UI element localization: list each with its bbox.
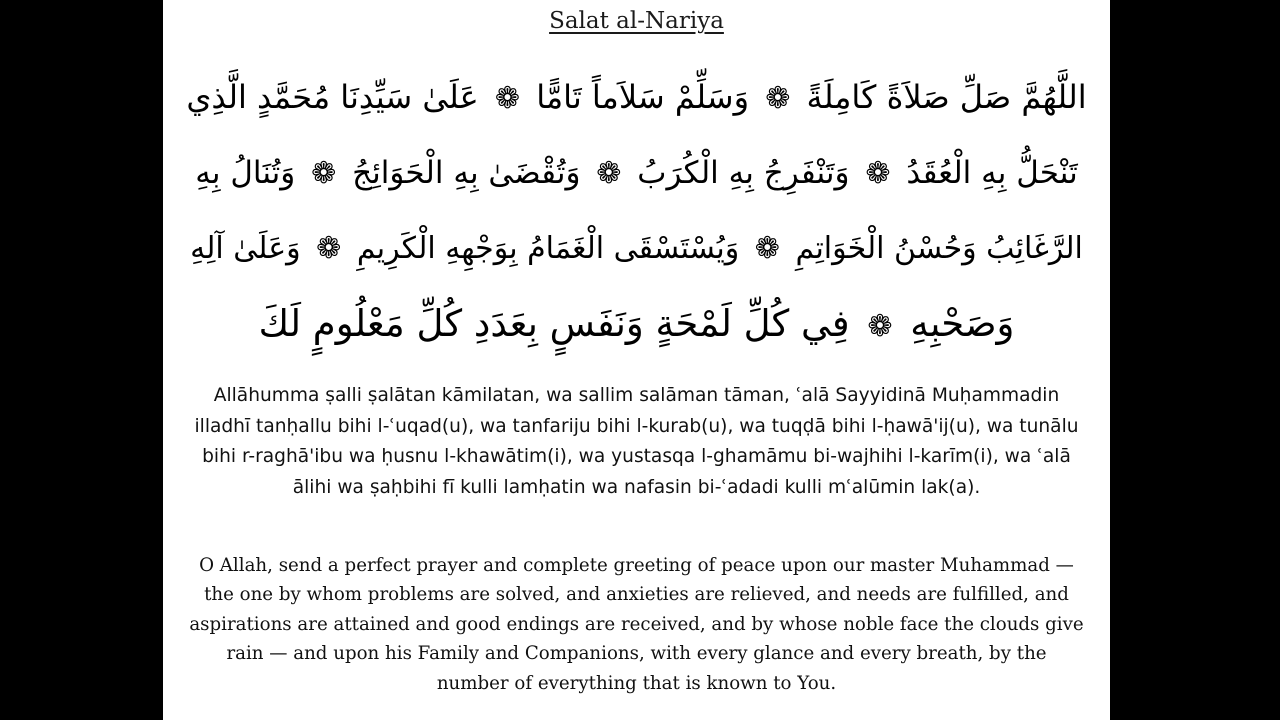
flower-separator-icon: ❁ [754, 231, 780, 266]
flower-separator-icon: ❁ [765, 81, 791, 116]
arabic-line [185, 136, 1088, 211]
transliteration-paragraph: Allāhumma ṣalli ṣalātan kāmilatan, wa sallim salāman tāman, ʿalā Sayyidinā Muḥammadin illadhī tanḥallu bihi l-ʿuqad(u), wa tanfariju bihi l-kurab(u), wa tuqḍā bihi l-ḥawā'ij(u), wa tunālu bihi r-raghā'ibu wa ḥusnu l-khawātim(i), wa yustasqa l-ghamāmu bi-wajhihi l-karīm(i), wa ʿalā ālihi wa ṣaḥbihi fī kulli lamḥatin wa nafasin bi-ʿadadi kulli mʿalūmin lak(a). [194, 385, 1079, 499]
arabic-segment: وَتُنَالُ بِهِ [195, 155, 296, 191]
flower-separator-icon: ❁ [316, 231, 342, 266]
arabic-segment: فِي كُلِّ لَمْحَةٍ وَنَفَسٍ بِعَدَدِ كُلِّ مَعْلُومٍ لَكَ [258, 302, 850, 345]
arabic-segment: تَنْحَلُّ بِهِ الْعُقَدُ [906, 155, 1078, 191]
arabic-segment: الرَّغَائِبُ وَحُسْنُ الْخَوَاتِمِ [795, 231, 1083, 266]
arabic-text-block [185, 60, 1088, 364]
arabic-segment: وَسَلِّمْ سَلاَماً تَامًّا [536, 78, 750, 116]
document-page [163, 0, 1110, 720]
translation-paragraph: O Allah, send a perfect prayer and complete greeting of peace upon our master Muhammad — the one by whom problems are solved, and anxieties are relieved, and needs are fulfilled, and aspirations are attained and good endings are received, and by whose noble face the clouds give rain — and upon his Family and Companions, with every glance and every breath, by the number of everything that is known to You. [189, 555, 1084, 694]
flower-separator-icon: ❁ [311, 156, 337, 191]
arabic-line [185, 211, 1088, 286]
flower-separator-icon: ❁ [596, 156, 622, 191]
arabic-segment: وَتَنْفَرِجُ بِهِ الْكُرَبُ [637, 155, 850, 191]
arabic-line [185, 286, 1088, 364]
arabic-segment: اللَّهُمَّ صَلِّ صَلاَةً كَامِلَةً [806, 78, 1087, 116]
page-title: Salat al-Nariya [549, 8, 724, 34]
flower-separator-icon: ❁ [867, 309, 893, 344]
arabic-segment: عَلَىٰ سَيِّدِنَا مُحَمَّدٍ الَّذِي [186, 78, 479, 116]
arabic-segment: وَعَلَىٰ آلِهِ [190, 231, 301, 266]
arabic-segment: وَصَحْبِهِ [910, 302, 1015, 345]
arabic-segment: وَيُسْتَسْقَى الْغَمَامُ بِوَجْهِهِ الْكَرِيمِ [356, 231, 740, 266]
flower-separator-icon: ❁ [865, 156, 891, 191]
flower-separator-icon: ❁ [494, 81, 521, 116]
arabic-segment: وَتُقْضَىٰ بِهِ الْحَوَائِجُ [352, 155, 581, 191]
arabic-line [185, 60, 1088, 136]
